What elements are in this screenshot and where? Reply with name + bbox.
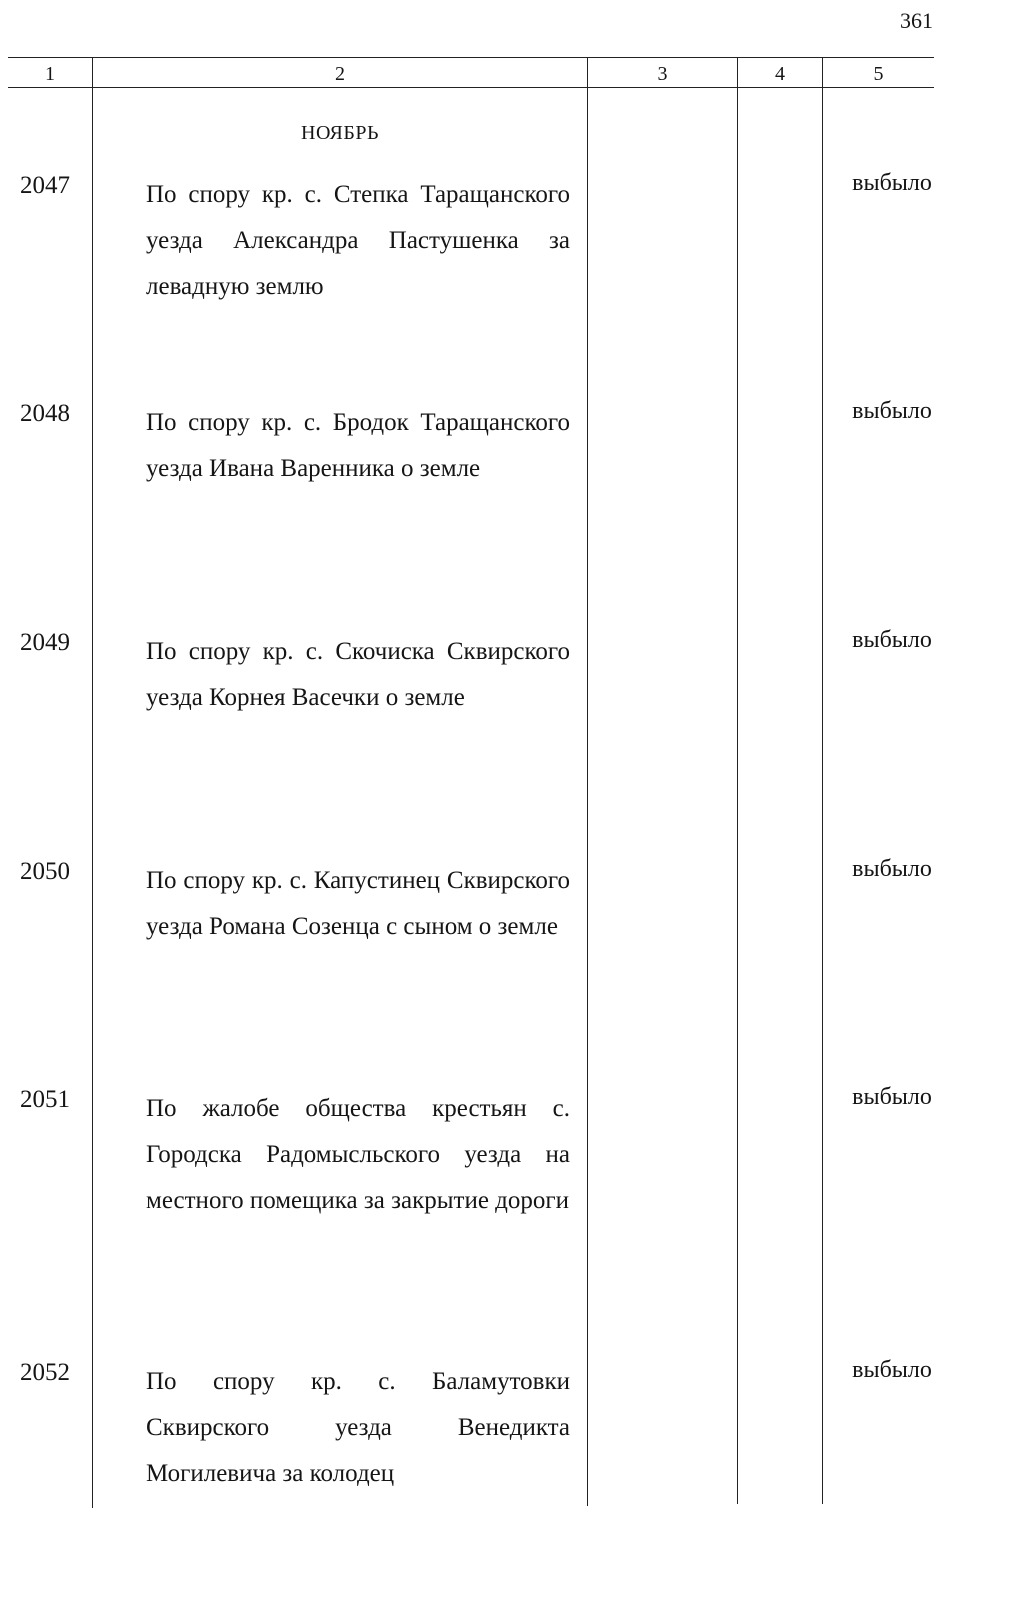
table-row: [0, 400, 1024, 600]
row-number: 2050: [20, 858, 70, 885]
row-status: выбыло: [852, 856, 932, 882]
column-header-2: 2: [335, 63, 345, 85]
row-status: выбыло: [852, 1357, 932, 1383]
row-status: выбыло: [852, 1084, 932, 1110]
row-number: 2047: [20, 172, 70, 199]
table-row: [0, 858, 1024, 1058]
row-status: выбыло: [852, 170, 932, 196]
row-description: По спору кр. с. Бродок Таращанского уезда Ивана Варенника о земле: [146, 409, 570, 482]
row-number: 2051: [20, 1086, 70, 1113]
column-header-3: 3: [657, 63, 668, 85]
row-description: По спору кр. с. Скочиска Сквирского уезда Корнея Васечки о земле: [146, 638, 570, 711]
table-row: [0, 629, 1024, 829]
table-row: [0, 1086, 1024, 1286]
row-number: 2048: [20, 400, 70, 427]
row-description: По спору кр. с. Капустинец Сквирского уезда Романа Созенца с сыном о земле: [146, 867, 570, 940]
month-heading: НОЯБРЬ: [301, 122, 379, 144]
page-number: 361: [900, 8, 933, 33]
column-header-1: 1: [45, 63, 55, 85]
row-number: 2052: [20, 1359, 70, 1386]
row-status: выбыло: [852, 627, 932, 653]
table-row: [0, 172, 1024, 372]
table-row: [0, 1359, 1024, 1559]
table-top-rule: [8, 57, 934, 58]
row-description: По спору кр. с. Степка Таращанского уезда Александра Пастушенка за левадную землю: [146, 181, 570, 300]
column-header-4: 4: [775, 63, 785, 85]
row-number: 2049: [20, 629, 70, 656]
table-header-rule: [8, 87, 934, 88]
row-description: По жалобе общества крестьян с. Городска Радомысльского уезда на местного помещика за закрытие дороги: [146, 1095, 570, 1214]
row-status: выбыло: [852, 398, 932, 424]
column-header-5: 5: [873, 63, 884, 85]
row-description: По спору кр. с. Баламутовки Сквирского уезда Венедикта Могилевича за колодец: [146, 1368, 570, 1487]
